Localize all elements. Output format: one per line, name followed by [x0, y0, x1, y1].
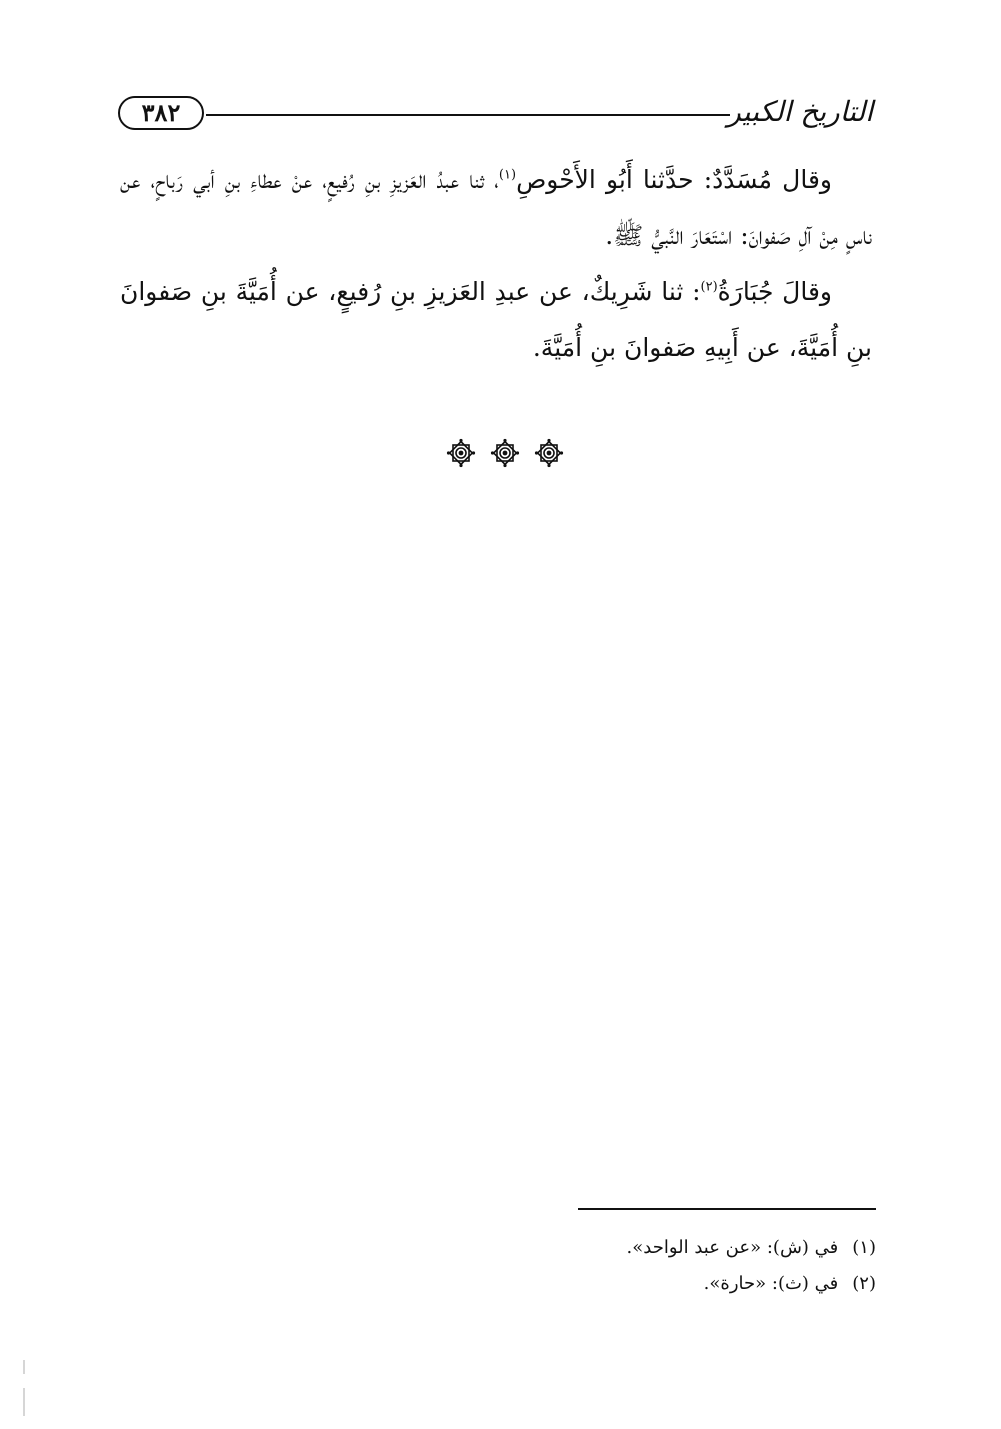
page-number: ٣٨٢ — [118, 96, 204, 130]
header-rule — [206, 114, 730, 116]
footnote — [500, 1266, 876, 1302]
paragraph — [120, 264, 872, 376]
footnote-text: في (ش): «عن عبد الواحد». — [626, 1237, 839, 1258]
footnote-number: (٢) — [852, 1273, 876, 1294]
paragraph-text: وقالَ جُبَارَةُ — [717, 277, 832, 306]
scan-mark — [23, 1388, 25, 1416]
section-divider-ornament — [445, 436, 565, 470]
paragraph-text: ، ثنا عبدُ العَزيزِ بنِ رُفيعٍ، عنْ عطاءِ بنِ أبي رَباحٍ، عن ناسٍ مِنْ آلِ صَفوانَ: اسْتَعَارَ النَّبيُّ ﷺ. — [120, 165, 872, 250]
book-title: التاريخ الكبير — [727, 95, 873, 128]
scan-mark — [23, 1360, 25, 1374]
floral-rosette-icon — [445, 437, 477, 469]
floral-rosette-icon — [533, 437, 565, 469]
floral-rosette-icon — [489, 437, 521, 469]
footnote-separator — [578, 1208, 876, 1210]
main-text — [120, 152, 872, 376]
footnotes — [500, 1230, 876, 1302]
running-header — [118, 92, 873, 140]
footnote-text: في (ث): «حارة». — [703, 1273, 839, 1294]
footnote-reference: (١) — [498, 167, 517, 183]
footnote-reference: (٢) — [700, 279, 718, 295]
footnote-number: (١) — [852, 1237, 876, 1258]
paragraph-text: وقال مُسَدَّدٌ: حدَّثنا أَبُو الأَحْوصِ — [516, 165, 832, 194]
paragraph — [120, 152, 872, 264]
footnote — [500, 1230, 876, 1266]
paragraph-text: : ثنا شَرِيكٌ، عن عبدِ العَزيزِ بنِ رُفيعٍ، عن أُمَيَّةَ بنِ صَفوانَ بنِ أُمَيَّةَ، عن أَبِيهِ صَفوانَ بنِ أُمَيَّةَ. — [120, 277, 872, 362]
